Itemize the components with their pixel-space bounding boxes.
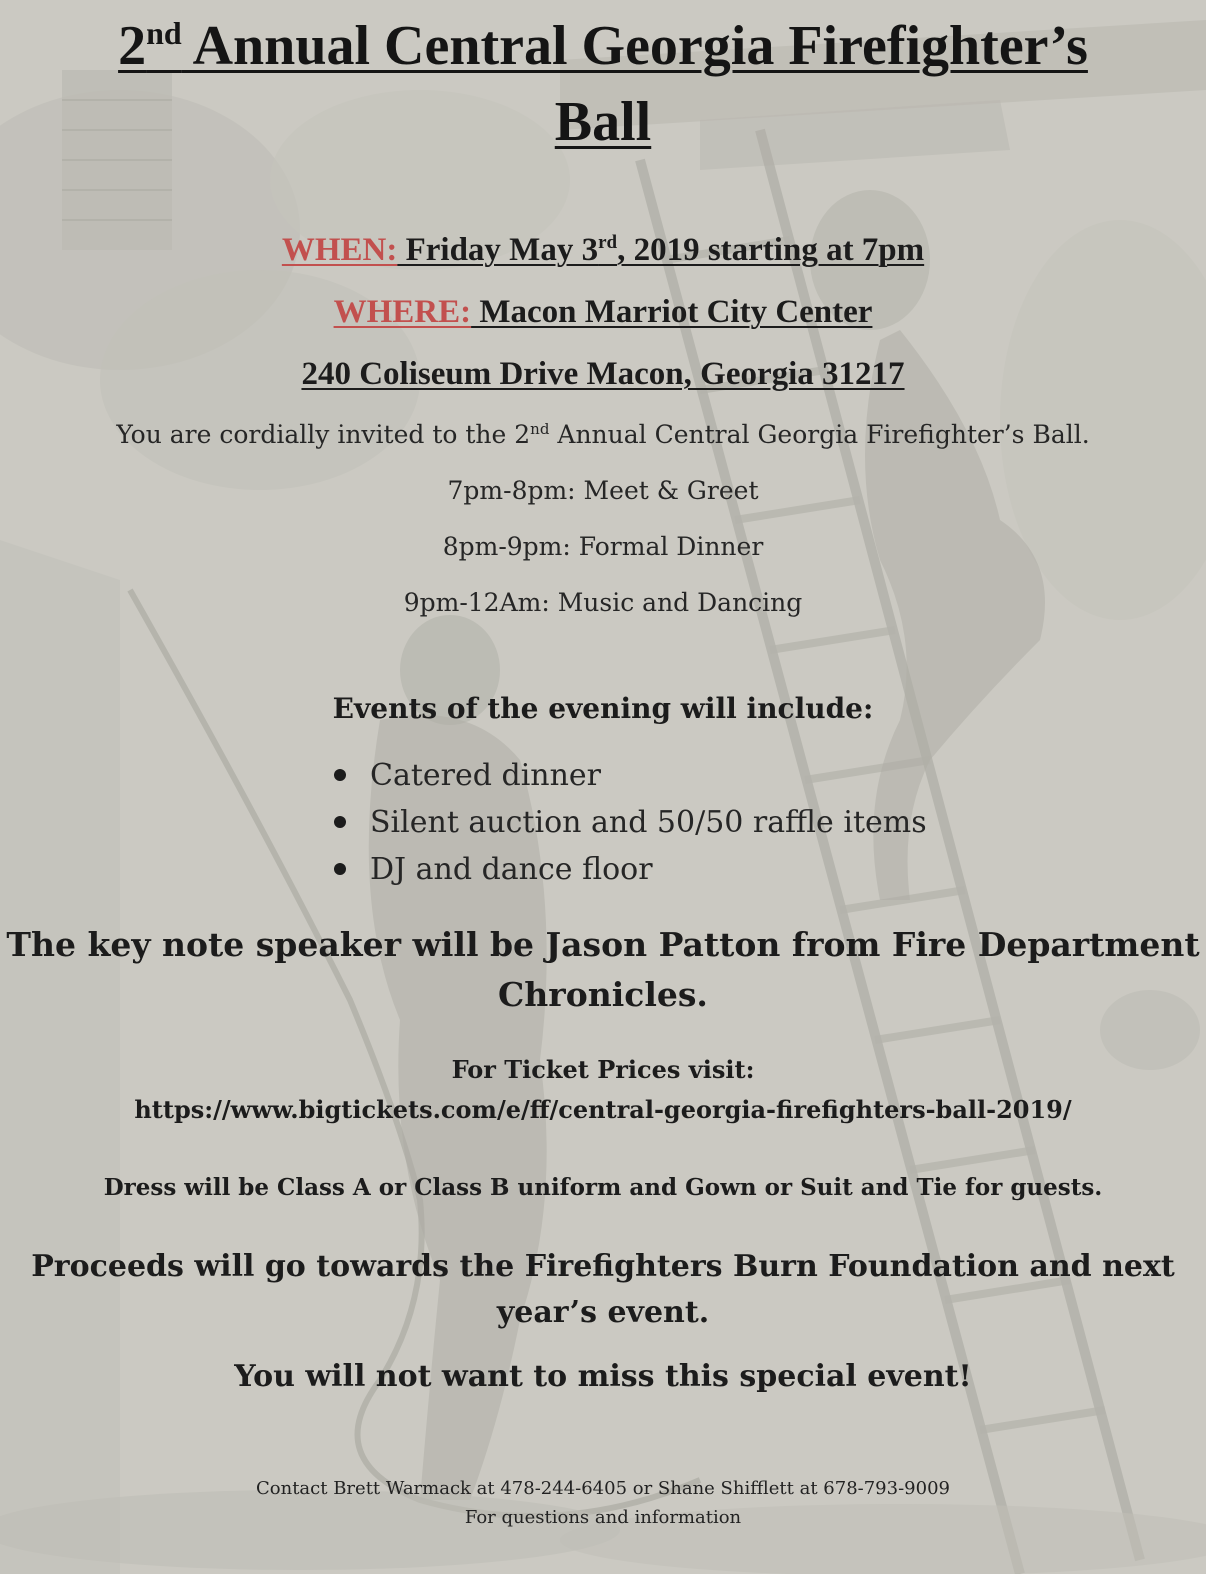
proceeds-line-2: year’s event. <box>496 1295 710 1330</box>
bullet-icon <box>334 816 346 828</box>
flyer-title <box>0 8 1206 160</box>
when-line <box>0 232 1206 269</box>
events-list <box>332 752 927 893</box>
ticket-info <box>0 1050 1206 1130</box>
when-time: , 2019 starting at 7pm <box>617 232 925 268</box>
title-line-1 <box>0 8 1206 84</box>
list-item <box>332 752 927 799</box>
schedule-item: 9pm-12Am: Music and Dancing <box>403 588 803 617</box>
dress-code: Dress will be Class A or Class B uniform and Gown or Suit and Tie for guests. <box>103 1174 1103 1201</box>
invitation-ordinal-suffix: nd <box>530 420 550 438</box>
title-ordinal-number: 2 <box>118 15 147 77</box>
where-venue: Macon Marriot City Center <box>471 294 873 330</box>
venue-address: 240 Coliseum Drive Macon, Georgia 31217 <box>301 356 905 392</box>
event-text: Catered dinner <box>370 758 602 793</box>
invitation-part-1: You are cordially invited to the 2 <box>116 420 531 449</box>
event-text: DJ and dance floor <box>370 852 653 887</box>
invitation-text <box>0 420 1206 449</box>
list-item <box>332 846 927 893</box>
closing-line: You will not want to miss this special event! <box>234 1359 972 1394</box>
title-ordinal-suffix: nd <box>146 15 182 51</box>
proceeds-note <box>0 1244 1206 1336</box>
event-text: Silent auction and 50/50 raffle items <box>370 805 927 840</box>
schedule-item: 7pm-8pm: Meet & Greet <box>447 476 759 505</box>
contact-line-1: Contact Brett Warmack at 478-244-6405 or Shane Shifflett at 678-793-9009 <box>256 1478 950 1499</box>
title-text: Annual Central Georgia Firefighter’s <box>181 15 1088 77</box>
address-line <box>0 356 1206 393</box>
ticket-label: For Ticket Prices visit: <box>451 1055 755 1084</box>
events-heading: Events of the evening will include: <box>332 692 874 725</box>
contact-info <box>0 1474 1206 1532</box>
bullet-icon <box>334 769 346 781</box>
when-date: Friday May 3 <box>397 232 599 268</box>
where-label: WHERE: <box>333 294 472 330</box>
keynote-line-2: Chronicles. <box>498 975 708 1014</box>
contact-line-2: For questions and information <box>464 1507 742 1528</box>
when-label: WHEN: <box>281 232 398 268</box>
ticket-url-link[interactable]: https://www.bigtickets.com/e/ff/central-georgia-firefighters-ball-2019/ <box>134 1095 1072 1124</box>
invitation-part-2: Annual Central Georgia Firefighter’s Ball. <box>549 420 1090 449</box>
when-date-suffix: rd <box>598 232 618 253</box>
list-item <box>332 799 927 846</box>
when-value <box>397 232 924 268</box>
title-line-2: Ball <box>554 91 652 153</box>
where-line <box>0 294 1206 331</box>
proceeds-line-1: Proceeds will go towards the Firefighters Burn Foundation and next <box>31 1249 1175 1284</box>
keynote-line-1: The key note speaker will be Jason Patton from Fire Department <box>6 925 1200 964</box>
schedule-item: 8pm-9pm: Formal Dinner <box>442 532 764 561</box>
keynote-announcement <box>0 920 1206 1020</box>
bullet-icon <box>334 863 346 875</box>
